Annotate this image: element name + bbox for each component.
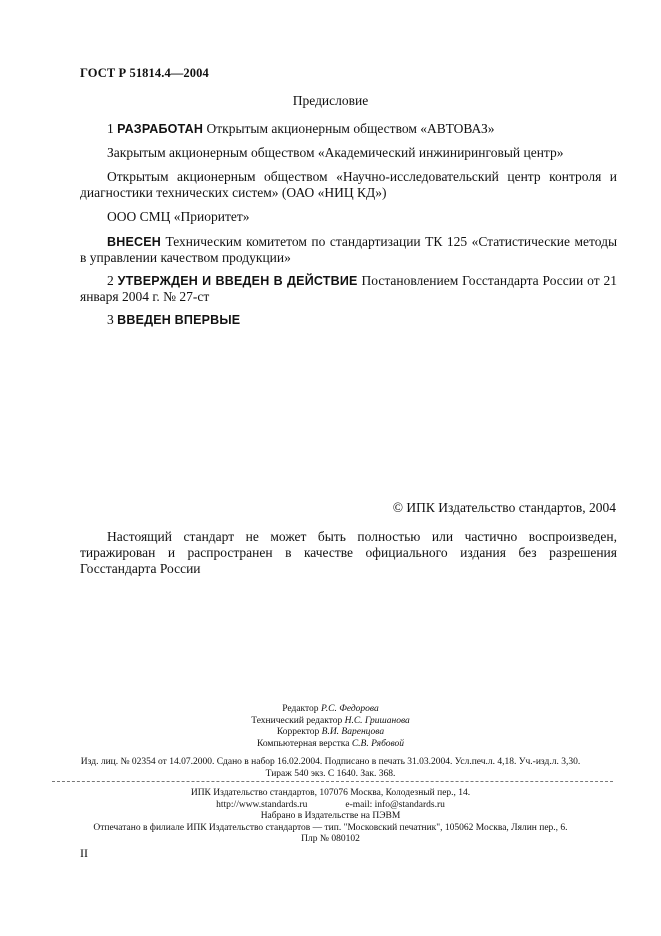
foreword-item-3 bbox=[80, 312, 617, 328]
foreword-item-2 bbox=[80, 273, 617, 305]
publisher-website[interactable]: http://www.standards.ru bbox=[216, 799, 308, 810]
submitted-text: Техническим комитетом по стандартизации ТК 125 «Статистические методы в управлении качеством продукции» bbox=[80, 234, 618, 265]
imprint-credits bbox=[0, 704, 661, 750]
license-line: Изд. лиц. № 02354 от 14.07.2000. Сдано в набор 16.02.2004. Подписано в печать 31.03.2004. Усл.печ.л. 4,18. Уч.-изд.л. 3,30. bbox=[80, 757, 581, 767]
foreword-title: Предисловие bbox=[292, 93, 369, 108]
item-number: 1 bbox=[107, 121, 114, 136]
publisher-address: ИПК Издательство стандартов, 107076 Москва, Колодезный пер., 14. bbox=[190, 788, 471, 798]
copyright-notice: © ИПК Издательство стандартов, 2004 bbox=[392, 500, 616, 515]
tech-editor-line: Технический редактор Н.С. Гришанова bbox=[251, 715, 410, 726]
submitted-by bbox=[80, 234, 617, 266]
publisher-email[interactable]: e-mail: info@standards.ru bbox=[345, 799, 445, 810]
approved-label: УТВЕРЖДЕН И ВВЕДЕН В ДЕЙСТВИЕ bbox=[117, 274, 358, 288]
typeset-line: Набрано в Издательстве на ПЭВМ bbox=[260, 811, 401, 821]
reproduction-notice: Настоящий стандарт не может быть полностью или частично воспроизведен, тиражирован и распространен в качестве официального издания без разрешения Госстандарта России bbox=[80, 529, 617, 576]
editor-line: Редактор Р.С. Федорова bbox=[282, 704, 379, 714]
publisher-contacts bbox=[40, 800, 621, 812]
printed-line: Отпечатано в филиале ИПК Издательство стандартов — тип. "Московский печатник", 105062 Москва, Лялин пер., 6. bbox=[93, 822, 568, 833]
developer-nic-kd: Открытым акционерным обществом «Научно-исследовательский центр контроля и диагностики технических систем» (ОАО «НИЦ КД») bbox=[80, 169, 617, 200]
developer-aic: Закрытым акционерным обществом «Академический инжиниринговый центр» bbox=[107, 145, 564, 160]
issue-info bbox=[40, 757, 621, 780]
plr-line: Плр № 080102 bbox=[301, 834, 360, 844]
item-number: 2 bbox=[107, 273, 114, 288]
layout-line: Компьютерная верстка С.В. Рябовой bbox=[257, 738, 404, 749]
developer-avtovaz: Открытым акционерным обществом «АВТОВАЗ» bbox=[206, 121, 495, 136]
publisher-info bbox=[40, 788, 621, 846]
corrector-line: Корректор В.И. Варенцова bbox=[276, 727, 385, 737]
foreword-item-1 bbox=[80, 121, 617, 137]
developed-by-label: РАЗРАБОТАН bbox=[117, 122, 204, 136]
developer-priority: ООО СМЦ «Приоритет» bbox=[107, 209, 250, 224]
print-run-line: Тираж 540 экз. С 1640. Зак. 368. bbox=[265, 768, 396, 779]
first-introduced-label: ВВЕДЕН ВПЕРВЫЕ bbox=[117, 313, 241, 327]
standard-header: ГОСТ Р 51814.4—2004 bbox=[80, 66, 209, 80]
item-number: 3 bbox=[107, 312, 114, 327]
page-number: II bbox=[80, 846, 88, 860]
submitted-label: ВНЕСЕН bbox=[107, 235, 161, 249]
approved-text: Постановлением Госстандарта России от 21 января 2004 г. № 27-ст bbox=[80, 273, 618, 304]
dashed-divider bbox=[52, 781, 613, 782]
